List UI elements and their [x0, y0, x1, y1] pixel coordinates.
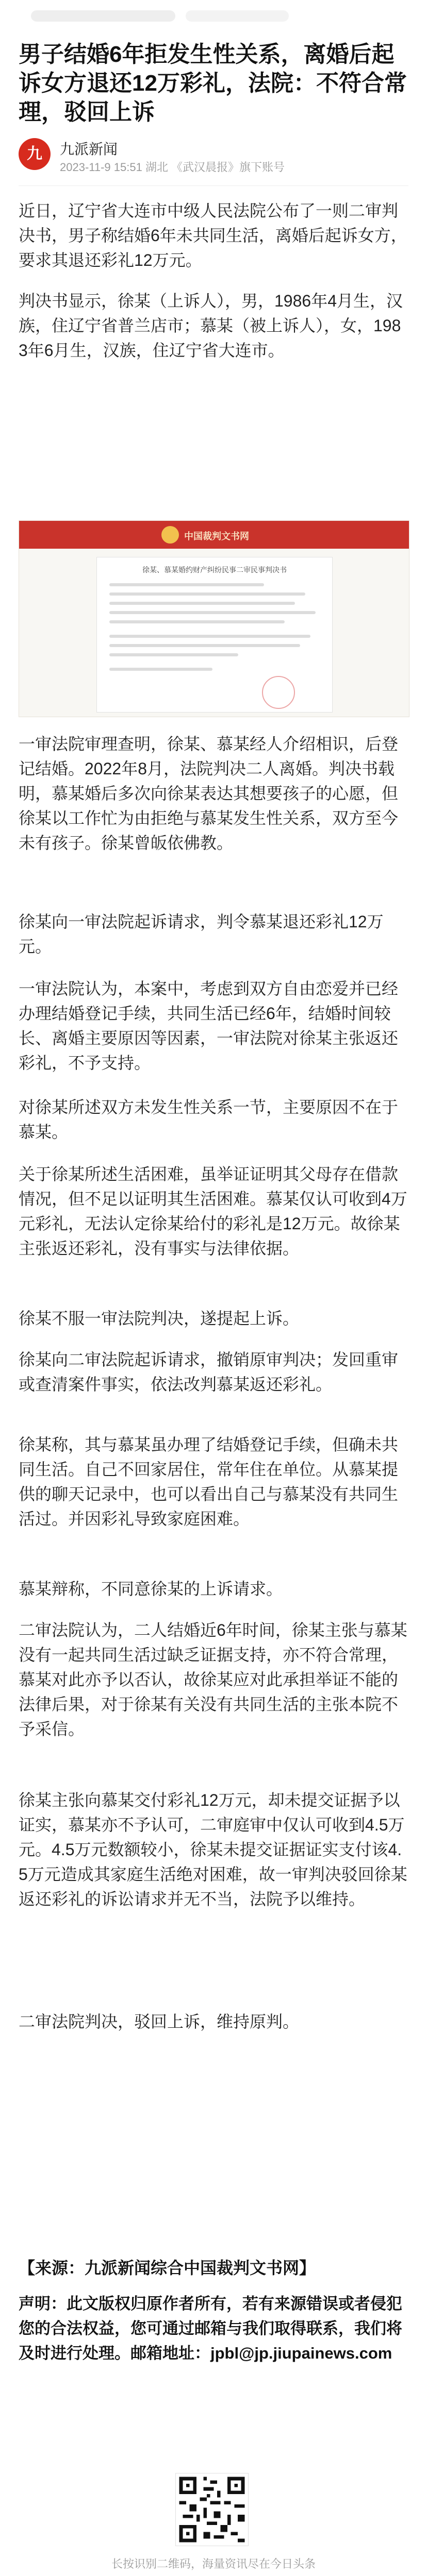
doc-text-line — [109, 611, 316, 614]
document-page — [96, 557, 333, 713]
paragraph-13: 徐某主张向慕某交付彩礼12万元，却未提交证据予以证实，慕某亦不予认可，二审庭审中仅认可收到4.5万元。4.5万元数额较小，徐某未提交证据证实支付该4.5万元造成其家庭生活绝对困难，故一审判决驳回徐某返还彩礼的诉讼请求并无不当，法院予以维持。 — [19, 1791, 407, 1908]
source-line: 【来源：九派新闻综合中国裁判文书网】 — [19, 2259, 316, 2277]
paragraph-5: 一审法院认为，本案中，考虑到双方自由恋爱并已经办理结婚登记手续，共同生活已经6年，结婚时间较长、离婚主要原因等因素，一审法院对徐某主张返还彩礼，不予支持。 — [19, 979, 399, 1072]
judgement-document-image[interactable] — [19, 520, 409, 717]
article-title: 男子结婚6年拒发生性关系，离婚后起诉女方退还12万彩礼，法院：不符合常理，驳回上诉 — [19, 42, 407, 125]
doc-text-line — [109, 602, 295, 605]
doc-text-line — [109, 620, 285, 623]
doc-text-line — [109, 668, 212, 671]
doc-text-line — [109, 644, 300, 647]
blurred-header-text — [31, 10, 175, 22]
paragraph-8: 徐某不服一审法院判决，遂提起上诉。 — [19, 1309, 300, 1328]
doc-text-line — [109, 592, 305, 596]
paragraph-4: 徐某向一审法院起诉请求，判令慕某退还彩礼12万元。 — [19, 912, 384, 956]
doc-text-line — [109, 635, 310, 638]
paragraph-12: 二审法院认为，二人结婚近6年时间，徐某主张与慕某没有一起共同生活过缺乏证据支持，亦不符合常理，慕某对此亦予以否认，故徐某应对此承担举证不能的法律后果，对于徐某有关没有共同生活的主张本院不予采信。 — [19, 1621, 407, 1738]
email-link[interactable]: jpbl@jp.jiupainews.com — [210, 2344, 392, 2362]
paragraph-11: 慕某辩称，不同意徐某的上诉请求。 — [19, 1580, 283, 1598]
document-page-title: 徐某、慕某婚约财产纠纷民事二审民事判决书 — [142, 566, 287, 574]
qr-code-icon — [176, 2473, 248, 2546]
paragraph-6: 对徐某所述双方未发生性关系一节，主要原因不在于慕某。 — [19, 1098, 399, 1141]
declaration-text: 声明：此文版权归原作者所有，若有来源错误或者侵犯您的合法权益，您可通过邮箱与我们取得联系，我们将及时进行处理。邮箱地址： — [19, 2295, 402, 2362]
paragraph-3: 一审法院审理查明，徐某、慕某经人介绍相识，后登记结婚。2022年8月，法院判决二人离婚。判决书载明，慕某婚后多次向徐某表达其想要孩子的心愿，但徐某以工作忙为由拒绝与慕某发生性关系，双方至今未有孩子。徐某曾皈依佛教。 — [19, 735, 399, 852]
author-avatar[interactable]: 九 — [19, 138, 51, 170]
document-header-title: 中国裁判文书网 — [184, 531, 249, 541]
court-seal-icon — [262, 676, 295, 709]
divider — [19, 185, 408, 186]
paragraph-1: 近日，辽宁省大连市中级人民法院公布了一则二审判决书，男子称结婚6年未共同生活，离婚后起诉女方，要求其退还彩礼12万元。 — [19, 201, 407, 269]
top-bar — [0, 0, 427, 31]
paragraph-10: 徐某称，其与慕某虽办理了结婚登记手续，但确未共同生活。自己不回家居住，常年住在单位。从慕某提供的聊天记录中，也可以看出自己与慕某没有共同生活过。并因彩礼导致家庭困难。 — [19, 1435, 399, 1528]
document-header-bar — [19, 521, 409, 549]
paragraph-14: 二审法院判决，驳回上诉，维持原判。 — [19, 2012, 300, 2031]
doc-text-line — [109, 583, 264, 586]
copyright-declaration — [19, 2292, 408, 2366]
paragraph-2: 判决书显示，徐某（上诉人），男，1986年4月生，汉族，住辽宁省普兰店市；慕某（被上诉人），女，1983年6月生，汉族，住辽宁省大连市。 — [19, 292, 403, 360]
blurred-header-text-2 — [186, 10, 289, 22]
qr-caption: 长按识别二维码，海量资讯尽在今日头条 — [111, 2557, 316, 2570]
court-emblem-icon — [161, 526, 179, 544]
qr-code-image[interactable] — [175, 2473, 249, 2546]
paragraph-7: 关于徐某所述生活困难，虽举证证明其父母存在借款情况，但不足以证明其生活困难。慕某仅认可收到4万元彩礼，无法认定徐某给付的彩礼是12万元。故徐某主张返还彩礼，没有事实与法律依据。 — [19, 1165, 407, 1258]
paragraph-9: 徐某向二审法院起诉请求，撤销原审判决；发回重审或查清案件事实，依法改判慕某返还彩礼。 — [19, 1350, 399, 1394]
author-row[interactable] — [19, 135, 408, 176]
doc-text-line — [109, 653, 238, 656]
author-name[interactable]: 九派新闻 — [60, 141, 118, 157]
article-meta: 2023-11-9 15:51 湖北 《武汉晨报》旗下账号 — [60, 161, 285, 174]
